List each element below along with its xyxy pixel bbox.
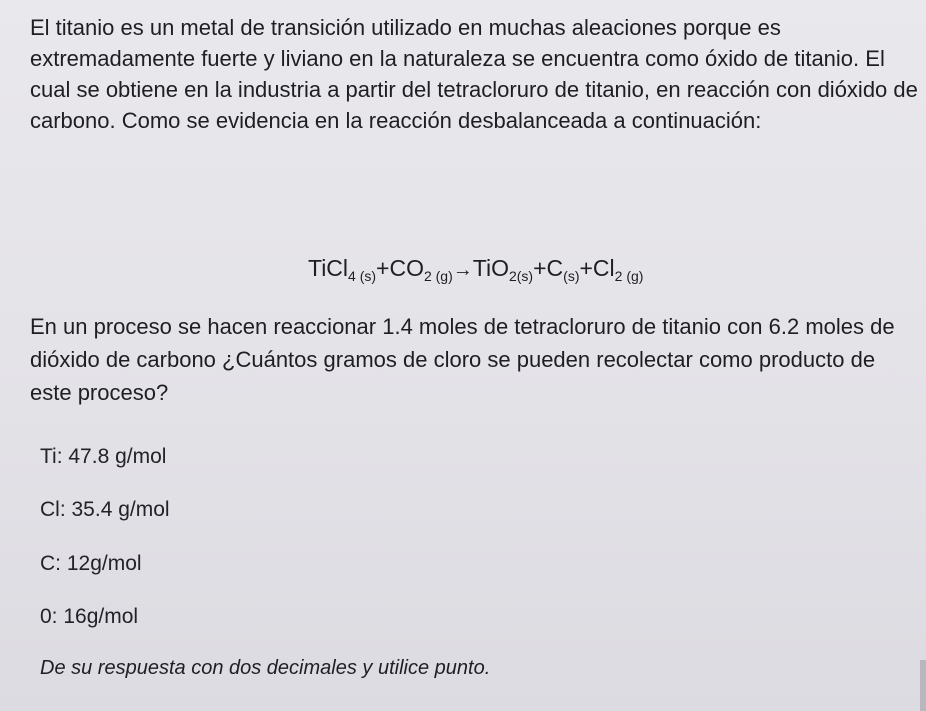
- product-cl2: Cl: [592, 255, 615, 281]
- reactant-co2: CO: [389, 255, 424, 281]
- intro-paragraph: El titanio es un metal de transición utilizado en muchas aleaciones porque es extremadamente fuerte y liviano en la naturaleza se encuentra como óxido de titanio. El cual se obtiene en la industria a partir del tetracloruro de titanio, en reacción con dióxido de carbono. Como se evidencia en la reacción desbalanceada a continuación:: [30, 15, 918, 133]
- product-tio2-subscript: 2(s): [508, 268, 534, 284]
- plus-sign: +: [533, 255, 547, 281]
- product-tio2: TiO: [472, 255, 509, 281]
- molar-mass-c: C: 12g/mol: [40, 552, 142, 575]
- product-carbon: C: [546, 255, 564, 281]
- product-cl2-subscript: 2 (g): [614, 268, 644, 284]
- product-carbon-subscript: (s): [563, 268, 580, 284]
- reactant-ticl4-subscript: 4 (s): [348, 268, 377, 284]
- photo-edge-shadow: [920, 660, 926, 711]
- reactant-ticl4: TiCl: [308, 255, 349, 281]
- molar-mass-ti: Ti: 47.8 g/mol: [40, 445, 167, 468]
- chemical-equation: [308, 255, 643, 284]
- molar-mass-o: 0: 16g/mol: [40, 605, 139, 628]
- question-paragraph: En un proceso se hacen reaccionar 1.4 moles de tetracloruro de titanio con 6.2 moles de dióxido de carbono ¿Cuántos gramos de cloro se pueden recolectar como producto de este proceso?: [30, 314, 895, 405]
- plus-sign: +: [579, 255, 593, 281]
- molar-mass-cl: Cl: 35.4 g/mol: [40, 498, 170, 521]
- reaction-arrow-icon: →: [452, 259, 473, 281]
- answer-instruction: De su respuesta con dos decimales y utilice punto.: [40, 657, 491, 679]
- reactant-co2-subscript: 2 (g): [423, 268, 453, 284]
- plus-sign: +: [376, 255, 390, 281]
